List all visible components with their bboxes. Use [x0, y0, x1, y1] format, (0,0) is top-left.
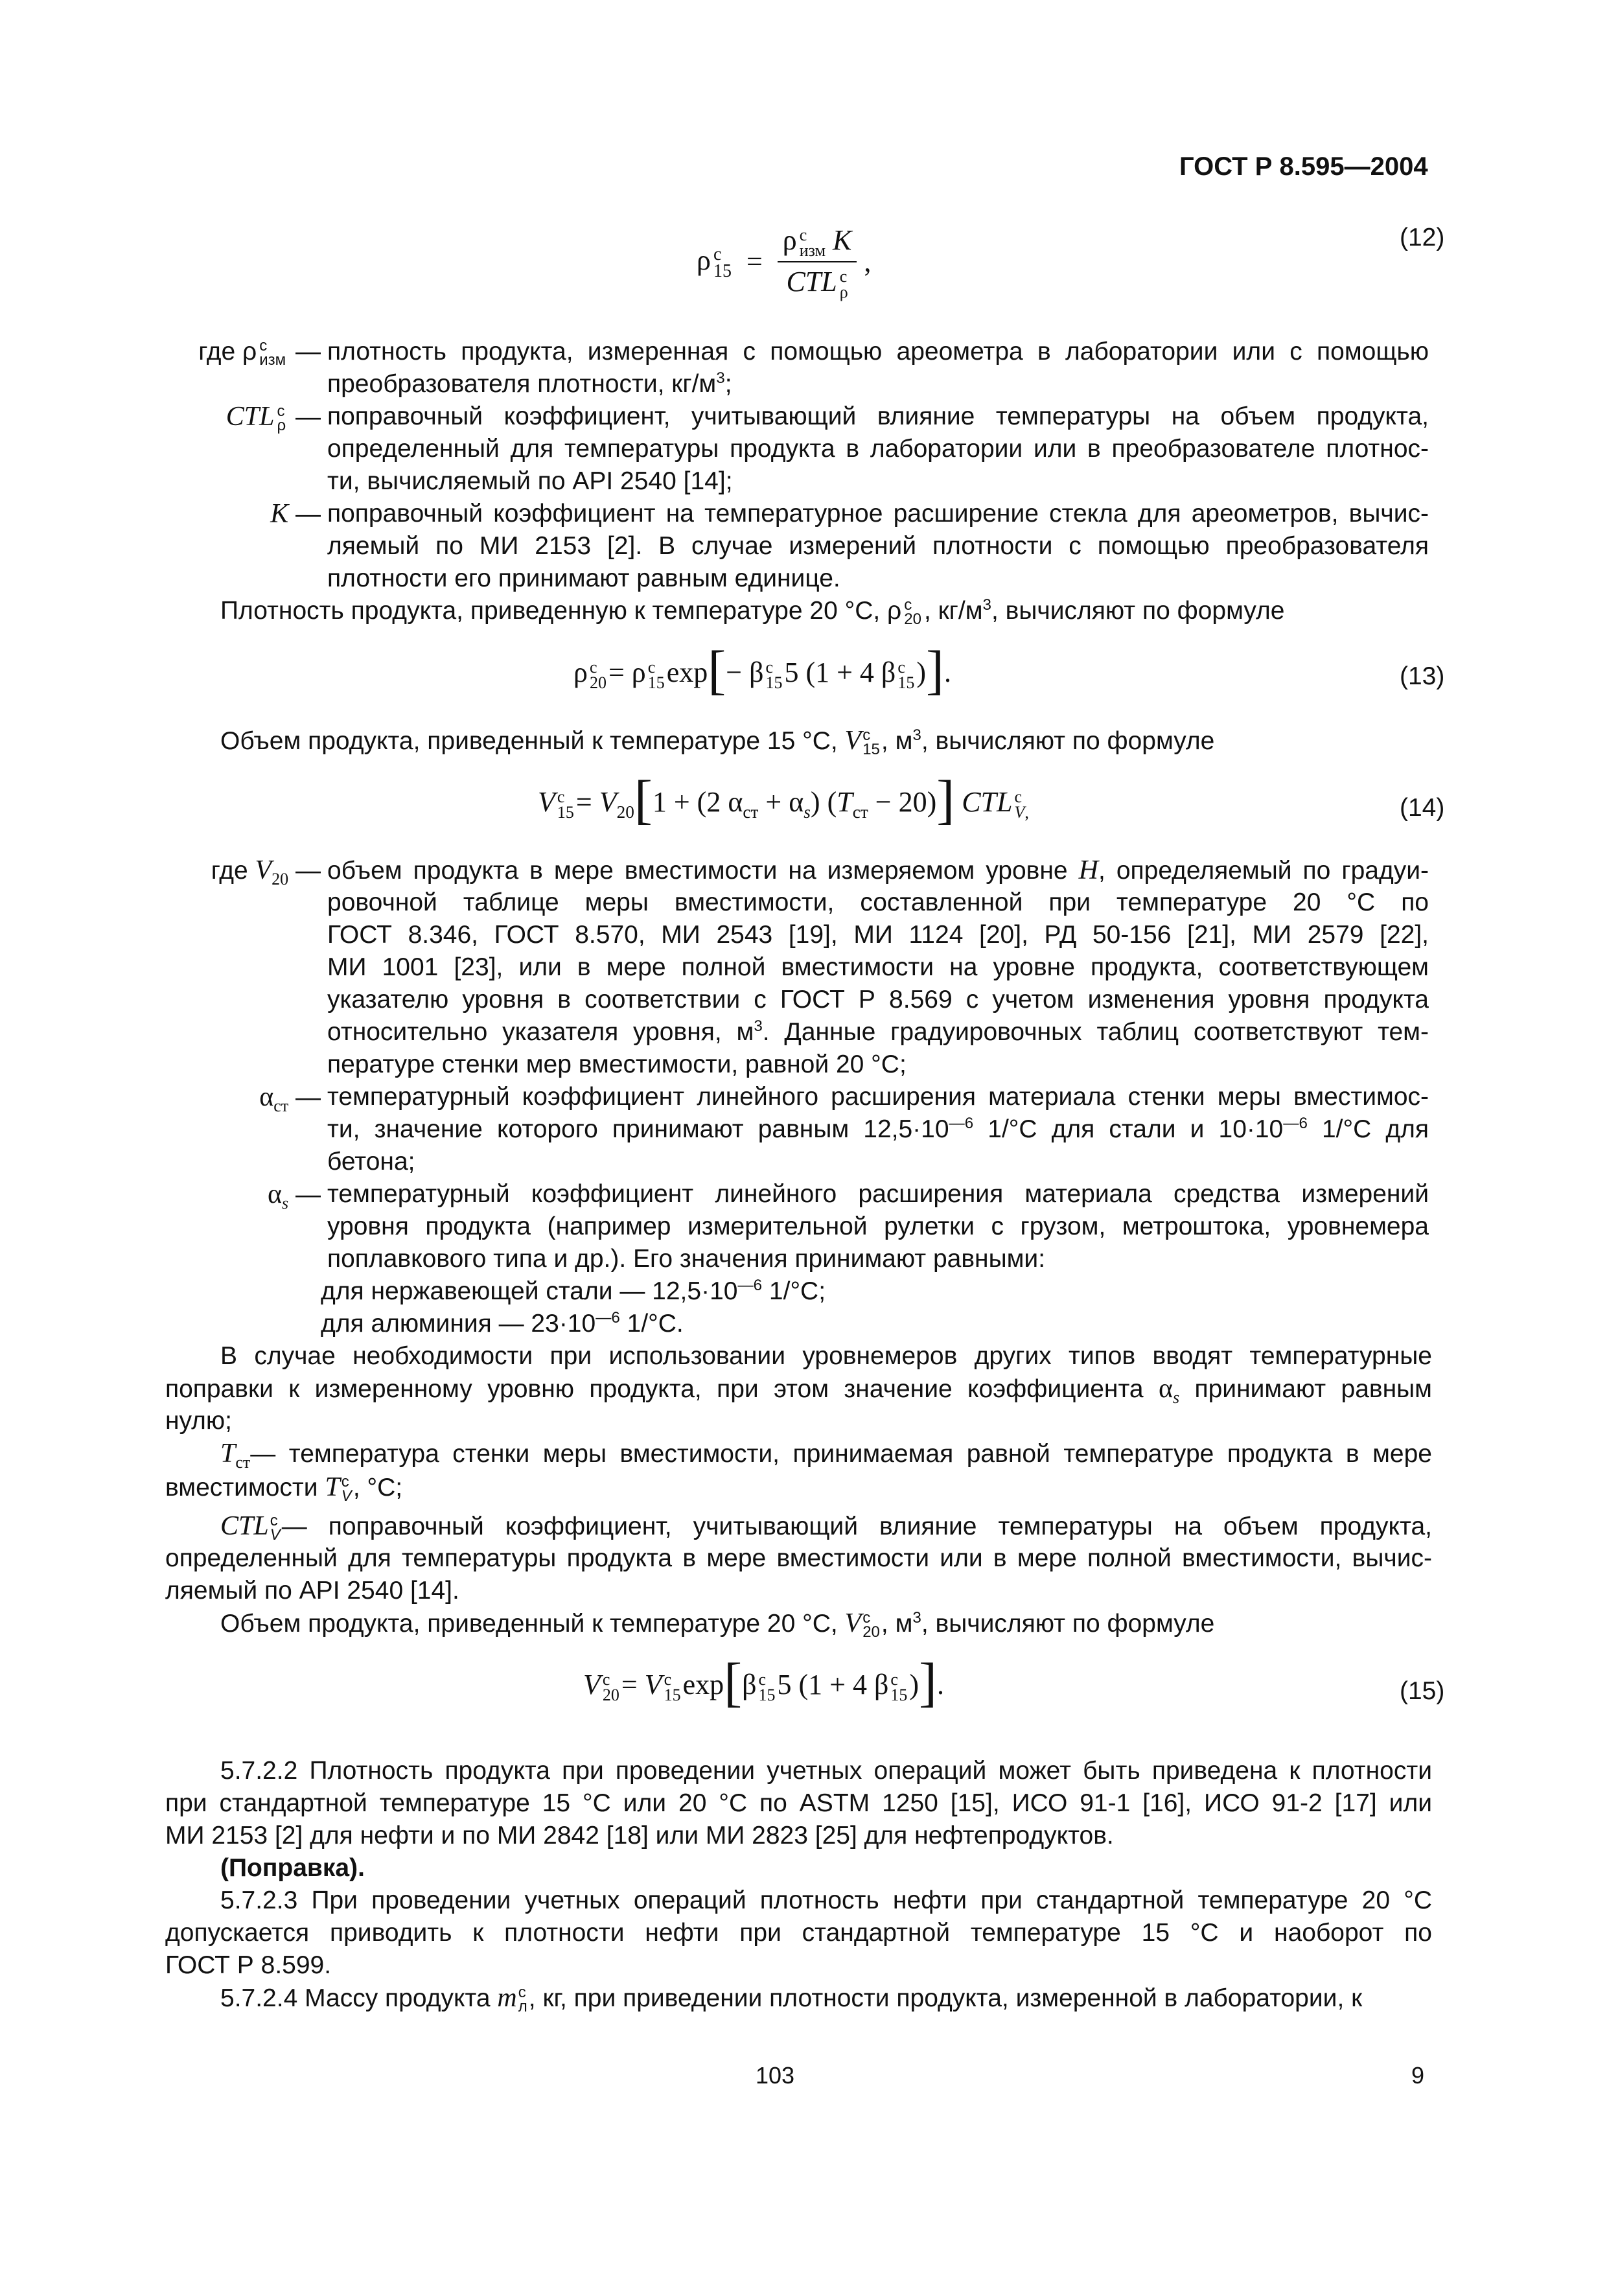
standard-header: ГОСТ Р 8.595—2004 [1179, 152, 1428, 181]
equation-number-13: (13) [1400, 662, 1445, 690]
para-levels-l3: нулю; [165, 1407, 233, 1435]
def-k-l2: ляемый по МИ 2153 [2]. В случае измерений плотности с помощью преобразователя [327, 532, 1429, 560]
def-v20-l5: указателю уровня в соответствии с ГОСТ Р 8.569 с учетом изменения уровня продукта [327, 986, 1429, 1014]
term-rho-meas: где ρ с изм — [198, 336, 321, 369]
para-v20: Объем продукта, приведенный к температуре 20 °С, V с 20 , $м^3$, вычисляют по формуле [220, 1608, 1215, 1641]
equation-number-15: (15) [1400, 1677, 1445, 1705]
equation-number-12: (12) [1400, 224, 1445, 251]
def-alpha-st-l2: ти, значение которого принимают равным $12,5\cdot 10^{—6}$ 1/°С для стали и $10\cdot 10^{—6}$ 1/°С для [327, 1115, 1429, 1143]
formula-14: V с 15 = $V_{20}[1 + (2$ $\alpha_{ст} + \alpha_s$) $(T_{ст} - 20)$] CTL с V, [538, 770, 1029, 830]
para-5722-l3: МИ 2153 [2] для нефти и по МИ 2842 [18] или МИ 2823 [25] для нефтепродуктов. [165, 1822, 1114, 1850]
para-rho20: Плотность продукта, приведенную к температуре 20 °С, ρ с 20 , $кг/м^3$, вычисляют по формуле [220, 596, 1285, 628]
para-tst-l2: вместимости T с V , °С; [165, 1472, 403, 1505]
formula-13: ρ с 20 = ρ с 15 exp[− β с 15 5 (1 + 4 β с 15 )]. [573, 640, 951, 701]
def-rho-meas-l2: преобразователя плотности, $кг/м^3$; [327, 369, 732, 398]
def-alpha-s-l1: температурный коэффициент линейного расширения материала средства измерений [327, 1180, 1429, 1208]
def-v20-l3: ГОСТ 8.346, ГОСТ 8.570, МИ 2543 [19], МИ 1124 [20], РД 50-156 [21], МИ 2579 [22], [327, 921, 1429, 949]
def-alpha-s-aluminium: для алюминия — $23\cdot 10^{—6}$ 1/°С. [321, 1309, 684, 1338]
def-ctl-rho-l1: поправочный коэффициент, учитывающий влияние температуры на объем продукта, [327, 402, 1429, 430]
term-ctl-rho: CTL с ρ — [225, 402, 321, 434]
footer-page-number-right: 9 [1411, 2062, 1425, 2089]
term-v20: где $V_{20}$ — [211, 855, 321, 888]
para-ctlv-l2: определенный для температуры продукта в мере вместимости или в мере полной вместимости, вычис- [165, 1544, 1432, 1572]
para-ctlv-l3: ляемый по API 2540 [14]. [165, 1577, 459, 1605]
def-ctl-rho-l3: ти, вычисляемый по API 2540 [14]; [327, 467, 733, 495]
def-v20-l2: ровочной таблице меры вместимости, составленной при температуре 20 °С по [327, 888, 1429, 916]
term-k: K — [270, 499, 321, 529]
para-5723-l2: допускается приводить к плотности нефти при стандартной температуре 15 °С и наоборот по [165, 1919, 1432, 1947]
formula-15: V с 20 = V с 15 exp[β с 15 5 (1 + 4 β с 15 )]. [583, 1652, 945, 1713]
para-levels-l1: В случае необходимости при использовании уровнемеров других типов вводят температурные [220, 1342, 1432, 1370]
def-ctl-rho-l2: определенный для температуры продукта в лаборатории или в преобразователе плотнос- [327, 435, 1429, 463]
def-alpha-s-steel: для нержавеющей стали — $12,5\cdot 10^{—6}$ 1/°С; [321, 1277, 826, 1305]
para-5722-l1: 5.7.2.2 Плотность продукта при проведении учетных операций может быть приведена к плотности [220, 1757, 1432, 1785]
def-k-l3: плотности его принимают равным единице. [327, 564, 840, 592]
def-alpha-st-l1: температурный коэффициент линейного расширения материала стенки меры вместимос- [327, 1083, 1429, 1111]
para-5723-l1: 5.7.2.3 При проведении учетных операций плотность нефти при стандартной температуре 20 °С [220, 1886, 1432, 1914]
para-ctlv-l1: CTL с V — поправочный коэффициент, учитывающий влияние температуры на объем продукта, [220, 1511, 1432, 1544]
footer-page-number-center: 103 [756, 2062, 795, 2089]
def-alpha-s-l3: поплавкового типа и др.). Его значения принимают равными: [327, 1245, 1046, 1273]
def-v20-l6: относительно указателя уровня, $м^3$. Данные градуировочных таблиц соответствуют тем- [327, 1017, 1429, 1046]
def-v20-l4: МИ 1001 [23], или в мере полной вместимости на уровне продукта, соответствующем [327, 953, 1429, 981]
para-v15: Объем продукта, приведенный к температуре 15 °С, V с 15 , $м^3$, вычисляют по формуле [220, 726, 1215, 758]
para-5724-l1: 5.7.2.4 Массу продукта m с л , кг, при приведении плотности продукта, измеренной в лаборатории, к [220, 1983, 1363, 2015]
para-5723-l3: ГОСТ Р 8.599. [165, 1951, 332, 1979]
equation-number-14: (14) [1400, 794, 1445, 822]
def-v20-l1: объем продукта в мере вместимости на измеряемом уровне H, определяемый по градуи- [327, 855, 1429, 885]
para-levels-l2: поправки к измеренному уровню продукта, при этом значение коэффициента $\alpha_s$ принимают равным [165, 1374, 1432, 1407]
correction-note: (Поправка). [220, 1854, 365, 1882]
def-alpha-st-l3: бетона; [327, 1148, 415, 1176]
para-5722-l2: при стандартной температуре 15 °С или 20 °С по ASTM 1250 [15], ИСО 91-1 [16], ИСО 91-2 [17] или [165, 1789, 1432, 1817]
term-alpha-s: $\alpha_s$ — [268, 1179, 321, 1212]
def-rho-meas-l1: плотность продукта, измеренная с помощью ареометра в лаборатории или с помощью [327, 338, 1429, 365]
def-k-l1: поправочный коэффициент на температурное расширение стекла для ареометров, вычис- [327, 500, 1429, 528]
para-tst-l1: $T_{ст}—$ температура стенки меры вместимости, принимаемая равной температуре продукта в мере [220, 1439, 1432, 1472]
formula-12: ρ с 15 = ρ с изм K CTL с ρ , [697, 224, 872, 301]
def-alpha-s-l2: уровня продукта (например измерительной рулетки с грузом, метроштока, уровнемера [327, 1212, 1429, 1240]
def-v20-l7: пературе стенки мер вместимости, равной 20 °С; [327, 1050, 907, 1078]
term-alpha-st: $\alpha_{ст}$ — [259, 1082, 321, 1115]
